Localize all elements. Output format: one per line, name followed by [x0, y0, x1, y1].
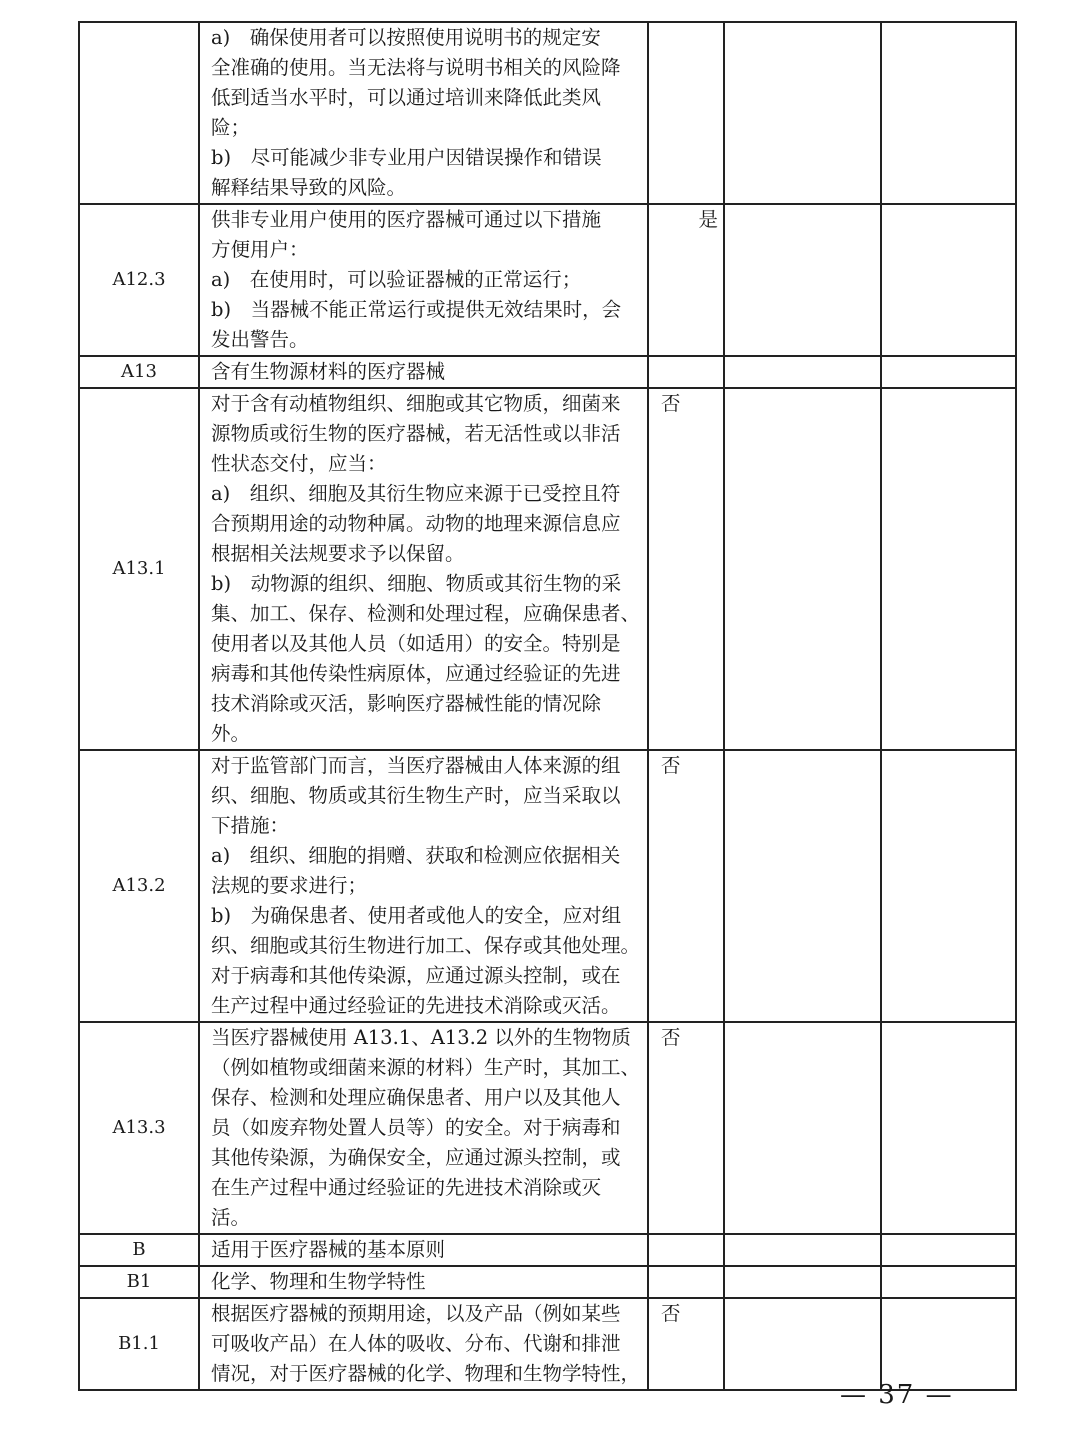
clause-id-cell: B: [79, 1234, 199, 1266]
page-number: — 37 —: [840, 1380, 954, 1410]
applicable-cell: [648, 1266, 724, 1298]
applicable-cell: [648, 22, 724, 204]
evidence-cell: [881, 204, 1016, 356]
table-row: [79, 1234, 1016, 1266]
requirements-table: [78, 21, 1017, 1391]
table-row: [79, 1022, 1016, 1234]
method-cell: [724, 1266, 881, 1298]
requirement-text-cell: 当医疗器械使用 A13.1、A13.2 以外的生物物质 （例如植物或细菌来源的材料）生产时，其加工、 保存、检测和处理应确保患者、用户以及其他人 员（如废弃物处置人员等）的安全。对于病毒和 其他传染源，为确保安全，应通过源头控制，或 在生产过程中通过经验证的先进技术消除或灭 活。: [199, 1022, 648, 1234]
table-row: [79, 1266, 1016, 1298]
clause-id-cell: A13.3: [79, 1022, 199, 1234]
evidence-cell: [881, 1022, 1016, 1234]
clause-id-cell: [79, 22, 199, 204]
clause-id-cell: A13: [79, 356, 199, 388]
applicable-cell: [648, 356, 724, 388]
table-row: [79, 22, 1016, 204]
requirement-text-cell: 供非专业用户使用的医疗器械可通过以下措施 方便用户： a) 在使用时，可以验证器械的正常运行； b) 当器械不能正常运行或提供无效结果时，会 发出警告。: [199, 204, 648, 356]
table-row: [79, 204, 1016, 356]
method-cell: [724, 22, 881, 204]
method-cell: [724, 204, 881, 356]
method-cell: [724, 356, 881, 388]
requirement-text-cell: 对于含有动植物组织、细胞或其它物质，细菌来 源物质或衍生物的医疗器械，若无活性或以非活 性状态交付，应当： a) 组织、细胞及其衍生物应来源于已受控且符 合预期用途的动物种属。动物的地理来源信息应 根据相关法规要求予以保留。 b) 动物源的组织、细胞、物质或其衍生物的采 集、加工、保存、检测和处理过程，应确保患者、 使用者以及其他人员（如适用）的安全。特别是 病毒和其他传染性病原体，应通过经验证的先进 技术消除或灭活，影响医疗器械性能的情况除 外。: [199, 388, 648, 750]
evidence-cell: [881, 22, 1016, 204]
method-cell: [724, 750, 881, 1022]
requirement-text-cell: 化学、物理和生物学特性: [199, 1266, 648, 1298]
applicable-cell: 否: [648, 388, 724, 750]
evidence-cell: [881, 1266, 1016, 1298]
clause-id-cell: A13.1: [79, 388, 199, 750]
table-row: [79, 356, 1016, 388]
requirement-text-cell: 含有生物源材料的医疗器械: [199, 356, 648, 388]
table-row: [79, 750, 1016, 1022]
applicable-cell: 是: [648, 204, 724, 356]
requirement-text-cell: 根据医疗器械的预期用途，以及产品（例如某些 可吸收产品）在人体的吸收、分布、代谢和排泄 情况，对于医疗器械的化学、物理和生物学特性，: [199, 1298, 648, 1390]
clause-id-cell: B1.1: [79, 1298, 199, 1390]
requirement-text-cell: 适用于医疗器械的基本原则: [199, 1234, 648, 1266]
clause-id-cell: A13.2: [79, 750, 199, 1022]
clause-id-cell: A12.3: [79, 204, 199, 356]
requirement-text-cell: 对于监管部门而言，当医疗器械由人体来源的组 织、细胞、物质或其衍生物生产时，应当采取以 下措施： a) 组织、细胞的捐赠、获取和检测应依据相关 法规的要求进行； b) 为确保患者、使用者或他人的安全，应对组 织、细胞或其衍生物进行加工、保存或其他处理。 对于病毒和其他传染源，应通过源头控制，或在 生产过程中通过经验证的先进技术消除或灭活。: [199, 750, 648, 1022]
evidence-cell: [881, 750, 1016, 1022]
table-row: [79, 388, 1016, 750]
requirement-text-cell: a) 确保使用者可以按照使用说明书的规定安 全准确的使用。当无法将与说明书相关的风险降 低到适当水平时，可以通过培训来降低此类风 险； b) 尽可能减少非专业用户因错误操作和错误 解释结果导致的风险。: [199, 22, 648, 204]
applicable-cell: [648, 1234, 724, 1266]
evidence-cell: [881, 388, 1016, 750]
applicable-cell: 否: [648, 750, 724, 1022]
method-cell: [724, 1298, 881, 1390]
method-cell: [724, 388, 881, 750]
evidence-cell: [881, 1234, 1016, 1266]
method-cell: [724, 1234, 881, 1266]
table-row: [79, 1298, 1016, 1390]
clause-id-cell: B1: [79, 1266, 199, 1298]
evidence-cell: [881, 356, 1016, 388]
applicable-cell: 否: [648, 1298, 724, 1390]
applicable-cell: 否: [648, 1022, 724, 1234]
method-cell: [724, 1022, 881, 1234]
evidence-cell: [881, 1298, 1016, 1390]
